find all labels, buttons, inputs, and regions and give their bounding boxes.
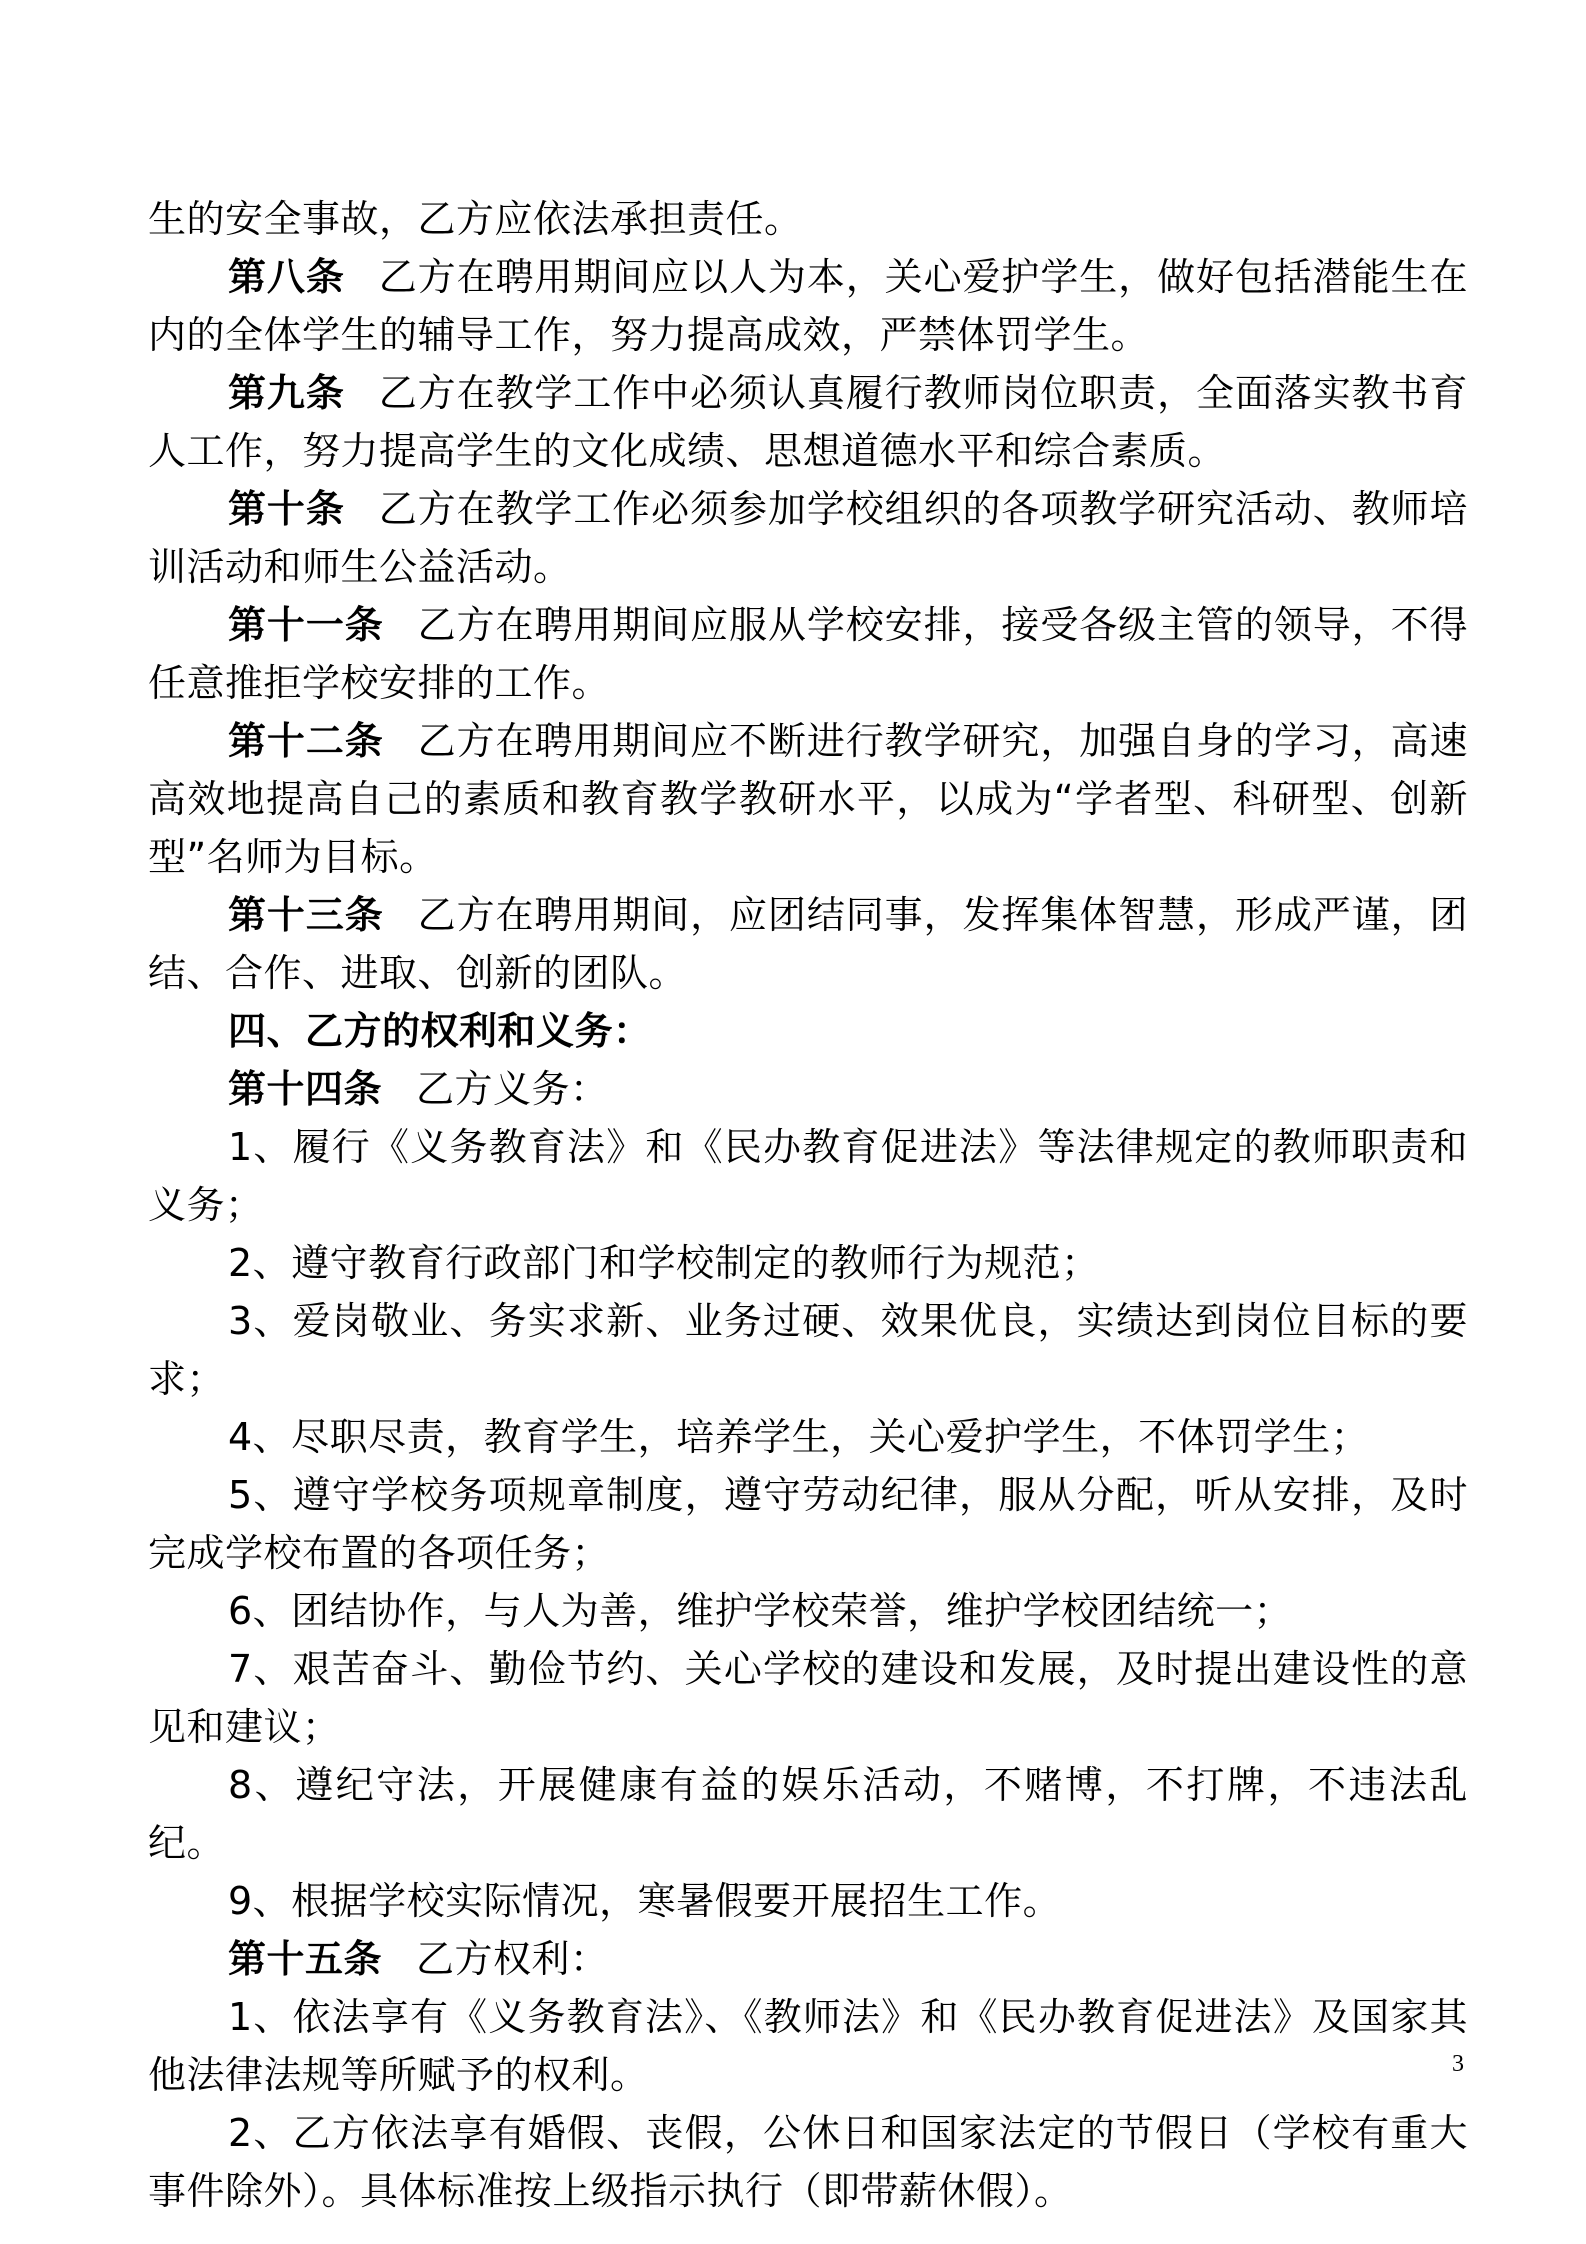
- list-item: [148, 1640, 1468, 1756]
- document-body: [148, 190, 1468, 2220]
- paragraph-text: 乙方在聘用期间应以人为本，关心爱护学生，做好包括潜能生在内的全体学生的辅导工作，努力提高成效，严禁体罚学生。: [148, 255, 1468, 357]
- section-heading: [148, 1002, 1468, 1060]
- article-eleven: [148, 596, 1468, 712]
- article-label: 第八条: [228, 255, 345, 299]
- list-item-text: 3、爱岗敬业、务实求新、业务过硬、效果优良，实绩达到岗位目标的要求；: [148, 1299, 1468, 1401]
- article-fifteen: [148, 1930, 1468, 1988]
- article-nine: [148, 364, 1468, 480]
- paragraph-text: 乙方权利：: [416, 1937, 609, 1981]
- article-label: 第十一条: [228, 603, 384, 647]
- list-item: [148, 1292, 1468, 1408]
- paragraph: [148, 190, 1468, 248]
- article-label: 第九条: [228, 371, 345, 415]
- list-item-text: 2、乙方依法享有婚假、丧假，公休日和国家法定的节假日（学校有重大事件除外）。具体标准按上级指示执行（即带薪休假）。: [148, 2111, 1468, 2213]
- paragraph-text: 乙方在聘用期间应不断进行教学研究，加强自身的学习，高速高效地提高自己的素质和教育教学教研水平，以成为“学者型、科研型、创新型”名师为目标。: [148, 719, 1468, 879]
- list-item: [148, 1872, 1468, 1930]
- paragraph-text: 乙方在教学工作必须参加学校组织的各项教学研究活动、教师培训活动和师生公益活动。: [148, 487, 1468, 589]
- list-item-text: 1、履行《义务教育法》和《民办教育促进法》等法律规定的教师职责和义务；: [148, 1125, 1468, 1227]
- list-item-text: 5、遵守学校务项规章制度，遵守劳动纪律，服从分配，听从安排，及时完成学校布置的各项任务；: [148, 1473, 1468, 1575]
- list-item: [148, 1408, 1468, 1466]
- section-heading-text: 四、乙方的权利和义务：: [228, 1009, 652, 1053]
- list-item: [148, 1466, 1468, 1582]
- list-item-text: 4、尽职尽责，教育学生，培养学生，关心爱护学生，不体罚学生；: [228, 1415, 1370, 1459]
- list-item: [148, 1234, 1468, 1292]
- paragraph-text: 乙方在教学工作中必须认真履行教师岗位职责，全面落实教书育人工作，努力提高学生的文化成绩、思想道德水平和综合素质。: [148, 371, 1468, 473]
- list-item-text: 9、根据学校实际情况，寒暑假要开展招生工作。: [228, 1879, 1062, 1923]
- list-item: [148, 1582, 1468, 1640]
- list-item-text: 8、遵纪守法，开展健康有益的娱乐活动，不赌博，不打牌，不违法乱纪。: [148, 1763, 1468, 1865]
- page-number: 3: [1452, 2051, 1464, 2077]
- article-label: 第十五条: [228, 1937, 383, 1981]
- article-label: 第十四条: [228, 1067, 383, 1111]
- article-thirteen: [148, 886, 1468, 1002]
- list-item-text: 1、依法享有《义务教育法》、《教师法》和《民办教育促进法》及国家其他法律法规等所赋予的权利。: [148, 1995, 1468, 2097]
- list-item-text: 6、团结协作，与人为善，维护学校荣誉，维护学校团结统一；: [228, 1589, 1293, 1633]
- list-item: [148, 1118, 1468, 1234]
- list-item-text: 7、艰苦奋斗、勤俭节约、关心学校的建设和发展，及时提出建设性的意见和建议；: [148, 1647, 1468, 1749]
- list-item: [148, 1756, 1468, 1872]
- paragraph-text: 生的安全事故，乙方应依法承担责任。: [148, 197, 803, 241]
- list-item: [148, 1988, 1468, 2104]
- article-label: 第十二条: [228, 719, 384, 763]
- list-item: [148, 2104, 1468, 2220]
- paragraph-text: 乙方在聘用期间，应团结同事，发挥集体智慧，形成严谨，团结、合作、进取、创新的团队。: [148, 893, 1468, 995]
- article-eight: [148, 248, 1468, 364]
- article-ten: [148, 480, 1468, 596]
- paragraph-text: 乙方在聘用期间应服从学校安排，接受各级主管的领导，不得任意推拒学校安排的工作。: [148, 603, 1468, 705]
- article-label: 第十条: [228, 487, 345, 531]
- list-item-text: 2、遵守教育行政部门和学校制定的教师行为规范；: [228, 1241, 1100, 1285]
- article-label: 第十三条: [228, 893, 384, 937]
- article-fourteen: [148, 1060, 1468, 1118]
- article-twelve: [148, 712, 1468, 886]
- paragraph-text: 乙方义务：: [416, 1067, 609, 1111]
